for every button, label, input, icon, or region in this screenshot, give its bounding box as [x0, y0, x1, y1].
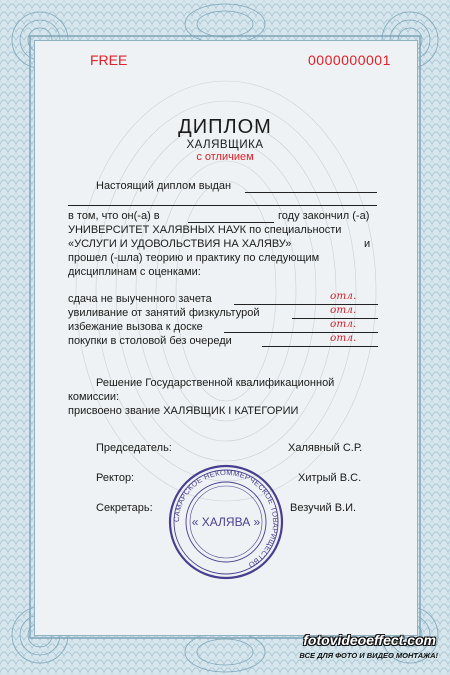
serial-number: 0000000001 — [308, 52, 391, 68]
issued-to-label: Настоящий диплом выдан — [96, 180, 232, 192]
subject-grade: отл. — [330, 332, 357, 344]
stamp-center-text: « ХАЛЯВА » — [191, 515, 261, 529]
issued-to-line — [245, 192, 377, 193]
decision-line-3: присвоено звание ХАЛЯВЩИК I КАТЕГОРИИ — [68, 405, 299, 417]
subject-grade: отл. — [330, 304, 357, 316]
decision-line-1: Решение Государственной квалификационной — [96, 377, 335, 389]
subject-name: сдача не выученного зачета — [68, 293, 212, 305]
specialty-line: «УСЛУГИ И УДОВОЛЬСТВИЯ НА ХАЛЯВУ» — [68, 238, 292, 250]
rector-role: Ректор: — [96, 472, 135, 484]
stamp-ring-text: САМАРСКОЕ НЕКОММЕРЧЕСКОЕ ТОВАРИЩЕСТВО — [171, 467, 281, 570]
practice-line: прошел (-шла) теорию и практику по следующим — [68, 252, 320, 264]
subject-line — [262, 346, 378, 347]
watermark-tagline: ВСЕ ДЛЯ ФОТО И ВИДЕО МОНТАЖА! — [299, 651, 438, 660]
chairman-role: Председатель: — [96, 442, 172, 454]
secretary-name: Везучий В.И. — [290, 502, 357, 514]
secretary-role: Секретарь: — [96, 502, 153, 514]
university-line: УНИВЕРСИТЕТ ХАЛЯВНЫХ НАУК по специальности — [68, 224, 342, 236]
chairman-name: Халявный С.Р. — [288, 442, 363, 454]
document-title: ДИПЛОМ — [178, 116, 272, 138]
subject-grade: отл. — [330, 290, 357, 302]
graduation-text: в том, что он(-а) в — [68, 210, 160, 222]
graduation-text-end: году закончил (-а) — [278, 210, 370, 222]
subject-grade: отл. — [330, 318, 357, 330]
honors-label: с отличием — [196, 151, 254, 163]
document-subtitle: ХАЛЯВЩИКА — [186, 139, 264, 151]
decision-line-2: комиссии: — [68, 391, 120, 403]
specialty-and: и — [364, 238, 371, 250]
subject-name: увиливание от занятий физкультурой — [68, 307, 260, 319]
free-label: FREE — [90, 52, 128, 68]
subject-name: покупки в столовой без очереди — [68, 335, 232, 347]
year-line — [188, 222, 274, 223]
rector-name: Хитрый В.С. — [298, 472, 362, 484]
university-seal-stamp — [166, 462, 286, 582]
subjects-intro: дисциплинам с оценками: — [68, 266, 201, 278]
subject-line — [234, 304, 378, 305]
name-line — [68, 205, 377, 206]
subject-name: избежание вызова к доске — [68, 321, 203, 333]
watermark-site: fotovideoeffect.com — [303, 632, 436, 648]
